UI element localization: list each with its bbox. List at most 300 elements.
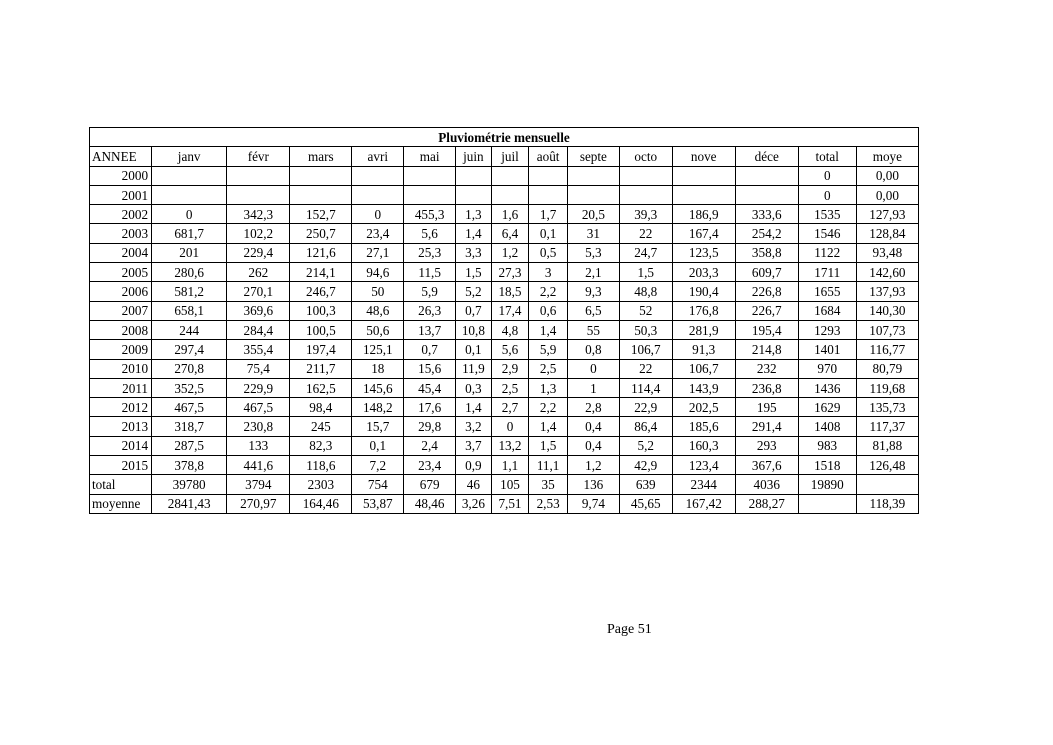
value-cell: 681,7 — [152, 224, 227, 243]
table-row — [90, 205, 919, 224]
year-cell: 2008 — [90, 320, 152, 339]
year-cell: 2012 — [90, 398, 152, 417]
value-cell: 48,46 — [404, 494, 456, 513]
value-cell: 2,2 — [529, 398, 568, 417]
value-cell: 679 — [404, 475, 456, 494]
table-row — [90, 166, 919, 185]
value-cell: 244 — [152, 320, 227, 339]
value-cell: 75,4 — [227, 359, 290, 378]
value-cell: 229,4 — [227, 243, 290, 262]
value-cell: 118,6 — [290, 456, 352, 475]
value-cell: 17,6 — [404, 398, 456, 417]
value-cell — [529, 185, 568, 204]
value-cell: 202,5 — [672, 398, 735, 417]
value-cell: 81,88 — [856, 436, 918, 455]
value-cell: 164,46 — [290, 494, 352, 513]
value-cell: 116,77 — [856, 340, 918, 359]
value-cell: 2,4 — [404, 436, 456, 455]
value-cell: 167,42 — [672, 494, 735, 513]
value-cell: 46 — [456, 475, 492, 494]
table-title: Pluviométrie mensuelle — [90, 128, 919, 147]
value-cell: 53,87 — [352, 494, 404, 513]
value-cell: 1655 — [798, 282, 856, 301]
value-cell: 15,7 — [352, 417, 404, 436]
value-cell: 45,4 — [404, 378, 456, 397]
value-cell: 0,3 — [456, 378, 492, 397]
value-cell: 55 — [567, 320, 619, 339]
value-cell: 15,6 — [404, 359, 456, 378]
value-cell: 125,1 — [352, 340, 404, 359]
value-cell: 9,3 — [567, 282, 619, 301]
value-cell: 455,3 — [404, 205, 456, 224]
value-cell: 48,6 — [352, 301, 404, 320]
value-cell: 2,2 — [529, 282, 568, 301]
column-header: nove — [672, 147, 735, 166]
value-cell: 3,3 — [456, 243, 492, 262]
column-header: févr — [227, 147, 290, 166]
value-cell: 1,2 — [567, 456, 619, 475]
year-cell: 2006 — [90, 282, 152, 301]
value-cell: 658,1 — [152, 301, 227, 320]
value-cell: 1122 — [798, 243, 856, 262]
value-cell: 162,5 — [290, 378, 352, 397]
rainfall-table — [89, 127, 919, 514]
table-row — [90, 340, 919, 359]
value-cell: 39,3 — [619, 205, 672, 224]
value-cell: 106,7 — [672, 359, 735, 378]
value-cell: 3,2 — [456, 417, 492, 436]
table-row — [90, 224, 919, 243]
value-cell: 287,5 — [152, 436, 227, 455]
value-cell: 1629 — [798, 398, 856, 417]
value-cell: 639 — [619, 475, 672, 494]
value-cell — [735, 166, 798, 185]
column-header: déce — [735, 147, 798, 166]
value-cell: 0 — [152, 205, 227, 224]
value-cell: 13,7 — [404, 320, 456, 339]
table-row — [90, 359, 919, 378]
value-cell: 11,9 — [456, 359, 492, 378]
value-cell: 1408 — [798, 417, 856, 436]
value-cell: 123,4 — [672, 456, 735, 475]
value-cell: 1,4 — [529, 320, 568, 339]
table-row — [90, 301, 919, 320]
value-cell: 0,00 — [856, 185, 918, 204]
value-cell: 160,3 — [672, 436, 735, 455]
year-cell: 2003 — [90, 224, 152, 243]
value-cell: 1436 — [798, 378, 856, 397]
column-header: mars — [290, 147, 352, 166]
value-cell: 0,6 — [529, 301, 568, 320]
value-cell — [672, 166, 735, 185]
value-cell: 145,6 — [352, 378, 404, 397]
table-body — [90, 166, 919, 513]
value-cell: 5,2 — [619, 436, 672, 455]
value-cell: 281,9 — [672, 320, 735, 339]
value-cell: 297,4 — [152, 340, 227, 359]
value-cell: 123,5 — [672, 243, 735, 262]
value-cell: 333,6 — [735, 205, 798, 224]
value-cell: 94,6 — [352, 263, 404, 282]
value-cell: 23,4 — [352, 224, 404, 243]
value-cell: 2344 — [672, 475, 735, 494]
value-cell: 80,79 — [856, 359, 918, 378]
value-cell: 167,4 — [672, 224, 735, 243]
value-cell: 107,73 — [856, 320, 918, 339]
value-cell: 140,30 — [856, 301, 918, 320]
value-cell: 25,3 — [404, 243, 456, 262]
value-cell: 10,8 — [456, 320, 492, 339]
value-cell: 9,74 — [567, 494, 619, 513]
value-cell: 185,6 — [672, 417, 735, 436]
table-row — [90, 436, 919, 455]
value-cell: 86,4 — [619, 417, 672, 436]
value-cell — [352, 185, 404, 204]
value-cell: 5,3 — [567, 243, 619, 262]
value-cell: 143,9 — [672, 378, 735, 397]
value-cell: 367,6 — [735, 456, 798, 475]
value-cell: 102,2 — [227, 224, 290, 243]
column-header: juin — [456, 147, 492, 166]
value-cell: 106,7 — [619, 340, 672, 359]
table-row — [90, 282, 919, 301]
value-cell: 5,2 — [456, 282, 492, 301]
value-cell: 1401 — [798, 340, 856, 359]
value-cell: 318,7 — [152, 417, 227, 436]
value-cell: 203,3 — [672, 263, 735, 282]
year-cell: 2013 — [90, 417, 152, 436]
value-cell: 2,8 — [567, 398, 619, 417]
value-cell — [404, 185, 456, 204]
value-cell: 27,3 — [491, 263, 529, 282]
year-cell: 2014 — [90, 436, 152, 455]
value-cell: 1,3 — [529, 378, 568, 397]
value-cell: 288,27 — [735, 494, 798, 513]
value-cell — [491, 166, 529, 185]
value-cell — [491, 185, 529, 204]
column-header: août — [529, 147, 568, 166]
value-cell: 0 — [798, 185, 856, 204]
value-cell — [290, 185, 352, 204]
value-cell: 27,1 — [352, 243, 404, 262]
value-cell: 0 — [567, 359, 619, 378]
value-cell: 280,6 — [152, 263, 227, 282]
value-cell: 48,8 — [619, 282, 672, 301]
value-cell: 214,8 — [735, 340, 798, 359]
value-cell: 148,2 — [352, 398, 404, 417]
value-cell: 5,6 — [404, 224, 456, 243]
year-cell: 2009 — [90, 340, 152, 359]
value-cell: 91,3 — [672, 340, 735, 359]
year-cell: 2007 — [90, 301, 152, 320]
value-cell: 1,4 — [529, 417, 568, 436]
value-cell: 35 — [529, 475, 568, 494]
value-cell: 211,7 — [290, 359, 352, 378]
value-cell: 467,5 — [227, 398, 290, 417]
value-cell: 6,4 — [491, 224, 529, 243]
table-row — [90, 417, 919, 436]
value-cell: 98,4 — [290, 398, 352, 417]
value-cell: 3794 — [227, 475, 290, 494]
value-cell: 0,00 — [856, 166, 918, 185]
value-cell: 0,8 — [567, 340, 619, 359]
value-cell: 142,60 — [856, 263, 918, 282]
value-cell: 1518 — [798, 456, 856, 475]
value-cell: 50,6 — [352, 320, 404, 339]
value-cell: 17,4 — [491, 301, 529, 320]
column-header: juil — [491, 147, 529, 166]
value-cell: 126,48 — [856, 456, 918, 475]
value-cell: 250,7 — [290, 224, 352, 243]
value-cell: 754 — [352, 475, 404, 494]
value-cell: 3,7 — [456, 436, 492, 455]
value-cell: 270,97 — [227, 494, 290, 513]
table-row — [90, 185, 919, 204]
value-cell: 226,8 — [735, 282, 798, 301]
table-title-row — [90, 128, 919, 147]
value-cell: 121,6 — [290, 243, 352, 262]
header-row — [90, 147, 919, 166]
column-header: avri — [352, 147, 404, 166]
value-cell: 355,4 — [227, 340, 290, 359]
value-cell: 176,8 — [672, 301, 735, 320]
value-cell — [529, 166, 568, 185]
value-cell: 270,1 — [227, 282, 290, 301]
table-row — [90, 243, 919, 262]
value-cell — [567, 166, 619, 185]
year-cell: 2011 — [90, 378, 152, 397]
value-cell: 1,3 — [456, 205, 492, 224]
year-cell: 2010 — [90, 359, 152, 378]
column-header: ANNEE — [90, 147, 152, 166]
value-cell: 291,4 — [735, 417, 798, 436]
value-cell: 127,93 — [856, 205, 918, 224]
value-cell — [227, 166, 290, 185]
value-cell — [672, 185, 735, 204]
value-cell: 152,7 — [290, 205, 352, 224]
value-cell: 186,9 — [672, 205, 735, 224]
value-cell: 29,8 — [404, 417, 456, 436]
value-cell: 114,4 — [619, 378, 672, 397]
value-cell — [152, 185, 227, 204]
value-cell: 197,4 — [290, 340, 352, 359]
value-cell: 1684 — [798, 301, 856, 320]
value-cell: 1535 — [798, 205, 856, 224]
column-header: octo — [619, 147, 672, 166]
value-cell: 0,7 — [404, 340, 456, 359]
value-cell: 100,5 — [290, 320, 352, 339]
value-cell: 50 — [352, 282, 404, 301]
value-cell: 230,8 — [227, 417, 290, 436]
value-cell: 1546 — [798, 224, 856, 243]
table-row — [90, 398, 919, 417]
value-cell: 7,2 — [352, 456, 404, 475]
page-number: Page 51 — [607, 622, 652, 637]
value-cell: 117,37 — [856, 417, 918, 436]
value-cell: 135,73 — [856, 398, 918, 417]
value-cell — [735, 185, 798, 204]
value-cell: 1,6 — [491, 205, 529, 224]
value-cell: 467,5 — [152, 398, 227, 417]
value-cell: 0,5 — [529, 243, 568, 262]
value-cell: 3,26 — [456, 494, 492, 513]
value-cell: 983 — [798, 436, 856, 455]
value-cell: 93,48 — [856, 243, 918, 262]
value-cell: 0 — [491, 417, 529, 436]
value-cell: 1,1 — [491, 456, 529, 475]
value-cell: 45,65 — [619, 494, 672, 513]
value-cell — [456, 166, 492, 185]
value-cell: 293 — [735, 436, 798, 455]
column-header: total — [798, 147, 856, 166]
value-cell — [404, 166, 456, 185]
value-cell: 5,6 — [491, 340, 529, 359]
value-cell: 82,3 — [290, 436, 352, 455]
value-cell — [290, 166, 352, 185]
value-cell: 100,3 — [290, 301, 352, 320]
value-cell — [619, 166, 672, 185]
value-cell: 0,1 — [529, 224, 568, 243]
value-cell: 2841,43 — [152, 494, 227, 513]
value-cell: 284,4 — [227, 320, 290, 339]
value-cell: 119,68 — [856, 378, 918, 397]
value-cell: 0,1 — [456, 340, 492, 359]
value-cell: 1,5 — [619, 263, 672, 282]
value-cell: 4,8 — [491, 320, 529, 339]
value-cell: 137,93 — [856, 282, 918, 301]
value-cell: 11,1 — [529, 456, 568, 475]
value-cell — [456, 185, 492, 204]
value-cell: 226,7 — [735, 301, 798, 320]
value-cell: 31 — [567, 224, 619, 243]
value-cell: 136 — [567, 475, 619, 494]
value-cell: 0,7 — [456, 301, 492, 320]
column-header: septe — [567, 147, 619, 166]
value-cell: 581,2 — [152, 282, 227, 301]
value-cell: 270,8 — [152, 359, 227, 378]
table-row — [90, 320, 919, 339]
value-cell: 0,4 — [567, 417, 619, 436]
value-cell: 22,9 — [619, 398, 672, 417]
value-cell: 1,5 — [529, 436, 568, 455]
value-cell: 1 — [567, 378, 619, 397]
value-cell: 2,5 — [491, 378, 529, 397]
value-cell: 236,8 — [735, 378, 798, 397]
value-cell: 229,9 — [227, 378, 290, 397]
value-cell: 1711 — [798, 263, 856, 282]
value-cell: 23,4 — [404, 456, 456, 475]
year-cell: 2002 — [90, 205, 152, 224]
value-cell: 1,2 — [491, 243, 529, 262]
value-cell — [227, 185, 290, 204]
value-cell: 195,4 — [735, 320, 798, 339]
year-cell: 2005 — [90, 263, 152, 282]
value-cell: 214,1 — [290, 263, 352, 282]
value-cell: 6,5 — [567, 301, 619, 320]
table-row — [90, 378, 919, 397]
value-cell: 609,7 — [735, 263, 798, 282]
value-cell: 19890 — [798, 475, 856, 494]
value-cell: 1,4 — [456, 398, 492, 417]
value-cell: 11,5 — [404, 263, 456, 282]
year-cell: 2015 — [90, 456, 152, 475]
table-row — [90, 456, 919, 475]
value-cell: 50,3 — [619, 320, 672, 339]
value-cell: 245 — [290, 417, 352, 436]
value-cell: 441,6 — [227, 456, 290, 475]
value-cell — [798, 494, 856, 513]
year-cell: 2004 — [90, 243, 152, 262]
value-cell: 0 — [798, 166, 856, 185]
row-label: moyenne — [90, 494, 152, 513]
value-cell: 195 — [735, 398, 798, 417]
value-cell: 201 — [152, 243, 227, 262]
value-cell: 42,9 — [619, 456, 672, 475]
value-cell: 133 — [227, 436, 290, 455]
value-cell: 0,9 — [456, 456, 492, 475]
value-cell: 2,1 — [567, 263, 619, 282]
column-header: janv — [152, 147, 227, 166]
value-cell — [352, 166, 404, 185]
value-cell: 232 — [735, 359, 798, 378]
value-cell: 1,7 — [529, 205, 568, 224]
year-cell: 2001 — [90, 185, 152, 204]
value-cell: 5,9 — [404, 282, 456, 301]
value-cell: 22 — [619, 224, 672, 243]
value-cell: 2,7 — [491, 398, 529, 417]
value-cell: 22 — [619, 359, 672, 378]
value-cell: 970 — [798, 359, 856, 378]
value-cell: 128,84 — [856, 224, 918, 243]
value-cell — [152, 166, 227, 185]
year-cell: 2000 — [90, 166, 152, 185]
value-cell — [619, 185, 672, 204]
value-cell: 246,7 — [290, 282, 352, 301]
value-cell: 358,8 — [735, 243, 798, 262]
value-cell — [856, 475, 918, 494]
value-cell: 2,9 — [491, 359, 529, 378]
value-cell: 3 — [529, 263, 568, 282]
value-cell: 13,2 — [491, 436, 529, 455]
value-cell: 24,7 — [619, 243, 672, 262]
value-cell: 369,6 — [227, 301, 290, 320]
value-cell: 1293 — [798, 320, 856, 339]
value-cell: 0 — [352, 205, 404, 224]
value-cell: 4036 — [735, 475, 798, 494]
value-cell: 39780 — [152, 475, 227, 494]
value-cell: 18,5 — [491, 282, 529, 301]
value-cell: 254,2 — [735, 224, 798, 243]
value-cell: 5,9 — [529, 340, 568, 359]
value-cell: 2,5 — [529, 359, 568, 378]
table-row — [90, 263, 919, 282]
value-cell: 0,1 — [352, 436, 404, 455]
value-cell: 378,8 — [152, 456, 227, 475]
value-cell: 7,51 — [491, 494, 529, 513]
value-cell — [567, 185, 619, 204]
value-cell: 342,3 — [227, 205, 290, 224]
value-cell: 26,3 — [404, 301, 456, 320]
value-cell: 1,4 — [456, 224, 492, 243]
value-cell: 262 — [227, 263, 290, 282]
value-cell: 18 — [352, 359, 404, 378]
value-cell: 190,4 — [672, 282, 735, 301]
value-cell: 0,4 — [567, 436, 619, 455]
column-header: mai — [404, 147, 456, 166]
value-cell: 352,5 — [152, 378, 227, 397]
value-cell: 2303 — [290, 475, 352, 494]
value-cell: 118,39 — [856, 494, 918, 513]
